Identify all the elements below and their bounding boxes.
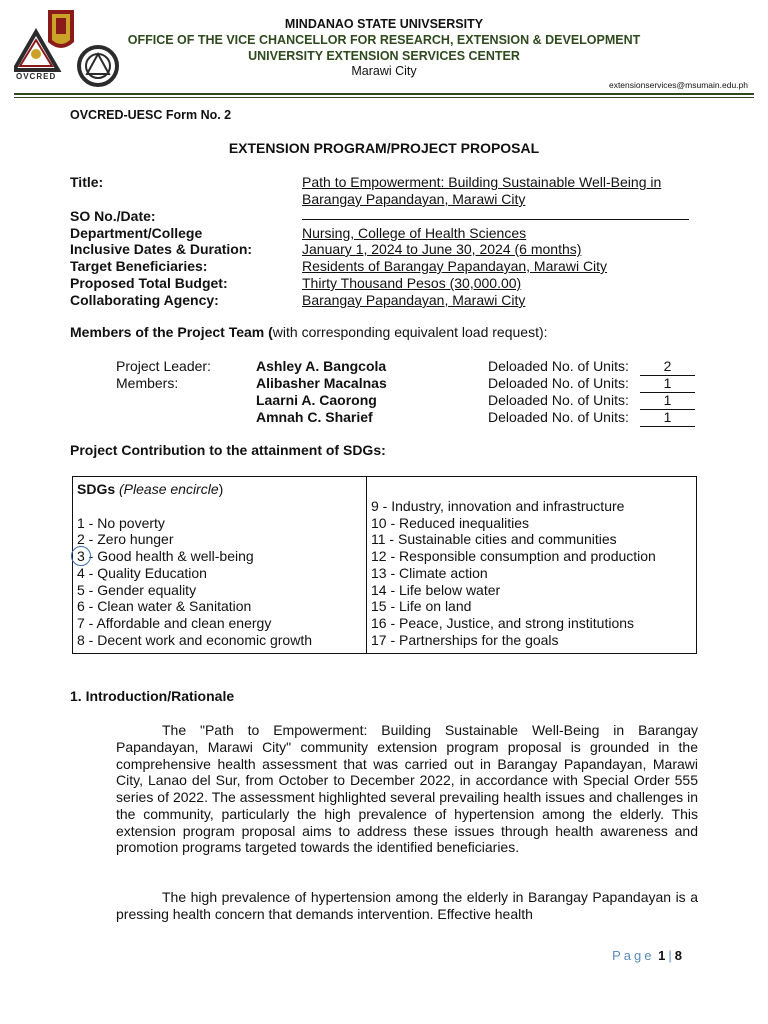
university-name: MINDANAO STATE UNIVSERSITY	[284, 17, 484, 31]
sdg-item[interactable]: 11 - Sustainable cities and communities	[371, 531, 617, 548]
deload-label: Deloaded No. of Units:	[488, 409, 629, 425]
members-role: Members:	[116, 375, 179, 391]
department-label: Department/College	[70, 225, 203, 241]
title-value-line2: Barangay Papandayan, Marawi City	[302, 191, 526, 207]
sdg-spacer	[77, 498, 312, 515]
header-rule	[14, 93, 754, 95]
sdg-table-title	[77, 481, 312, 498]
member-name: Laarni A. Caorong	[256, 392, 377, 408]
dates-label: Inclusive Dates & Duration:	[70, 241, 253, 257]
title-value-line1: Path to Empowerment: Building Sustainable Well-Being in	[302, 174, 662, 190]
units-value: 1	[640, 392, 695, 410]
dates-value: January 1, 2024 to June 30, 2024 (6 months)	[302, 241, 582, 257]
office-name: OFFICE OF THE VICE CHANCELLOR FOR RESEARCH, EXTENSION & DEVELOPMENT	[127, 33, 641, 47]
units-value: 2	[640, 358, 695, 376]
sdg-item[interactable]: 10 - Reduced inequalities	[371, 514, 529, 531]
sdg-item[interactable]: 4 - Quality Education	[77, 564, 207, 581]
page-footer	[612, 948, 682, 963]
form-number: OVCRED-UESC Form No. 2	[70, 108, 232, 122]
title-label: Title:	[70, 174, 104, 190]
header-rule-thin	[14, 97, 754, 98]
so-label: SO No./Date:	[70, 208, 156, 224]
sdg-item[interactable]: 5 - Gender equality	[77, 581, 197, 598]
sdg-item[interactable]: 2 - Zero hunger	[77, 531, 174, 548]
center-name: UNIVERSITY EXTENSION SERVICES CENTER	[248, 49, 520, 63]
sdg-title-bold: SDGs	[77, 481, 116, 497]
city-name: Marawi City	[351, 64, 417, 78]
sdg-spacer	[371, 481, 656, 498]
page-word: Page	[612, 948, 655, 963]
member-name: Alibasher Macalnas	[256, 375, 387, 391]
sdg-item[interactable]: 13 - Climate action	[371, 564, 488, 581]
team-heading-rest: with corresponding equivalent load request):	[272, 324, 548, 340]
deload-label: Deloaded No. of Units:	[488, 392, 629, 408]
sdg-item[interactable]: 9 - Industry, innovation and infrastructure	[371, 497, 625, 514]
sdg-right-column	[371, 481, 656, 649]
sdg-item[interactable]: 8 - Decent work and economic growth	[77, 631, 312, 648]
sdg-item-selected[interactable]: 3 - Good health & well-being	[77, 548, 254, 564]
department-value: Nursing, College of Health Sciences	[302, 225, 527, 241]
units-value: 1	[640, 409, 695, 427]
ovcred-logo-text: OVCRED	[16, 72, 57, 81]
email-address: extensionservices@msumain.edu.ph	[608, 80, 748, 90]
sdg-selection-circle	[71, 546, 91, 566]
units-value: 1	[640, 375, 695, 393]
budget-value: Thirty Thousand Pesos (30,000.00)	[302, 275, 522, 291]
target-label: Target Beneficiaries:	[70, 258, 208, 274]
deload-label: Deloaded No. of Units:	[488, 375, 629, 391]
team-heading	[70, 324, 548, 341]
sdg-left-column	[77, 481, 312, 649]
deload-label: Deloaded No. of Units:	[488, 358, 629, 374]
page-total: 8	[674, 948, 682, 963]
sdg-item[interactable]: 17 - Partnerships for the goals	[371, 631, 559, 648]
page-separator: |	[668, 948, 672, 963]
target-value: Residents of Barangay Papandayan, Marawi City	[302, 258, 608, 274]
paragraph: The high prevalence of hypertension among the elderly in Barangay Papandayan is a pressing health concern that demands intervention. Effective health	[116, 889, 698, 922]
page-number: 1	[658, 948, 666, 963]
paragraph: The "Path to Empowerment: Building Sustainable Well-Being in Barangay Papandayan, Marawi City" community extension program proposal is grounded in the comprehensive health assessment that was carried out in Barangay Papandayan, Marawi City, Lanao del Sur, from October to December 2022, in accordance with Special Order 555 series of 2022. The assessment highlighted several prevailing health issues and challenges in the community, particularly the high prevalence of hypertension among the elderly. This extension program proposal aims to address these issues through health awareness and promotion programs targeted towards the identified beneficiaries.	[116, 722, 698, 856]
sdg-item[interactable]: 12 - Responsible consumption and production	[371, 548, 656, 564]
sdg-item[interactable]: 14 - Life below water	[371, 581, 501, 598]
sdg-item[interactable]: 6 - Clean water & Sanitation	[77, 598, 252, 615]
sdg-heading: Project Contribution to the attainment of SDGs:	[70, 442, 386, 458]
section-heading-introduction: 1. Introduction/Rationale	[70, 688, 235, 704]
budget-label: Proposed Total Budget:	[70, 275, 228, 291]
leader-role: Project Leader:	[116, 358, 211, 374]
sdg-title-note-close: )	[218, 481, 224, 497]
agency-label: Collaborating Agency:	[70, 292, 219, 308]
sdg-title-note: (Please encircle	[119, 481, 219, 497]
agency-value: Barangay Papandayan, Marawi City	[302, 292, 526, 308]
member-name: Ashley A. Bangcola	[256, 358, 387, 374]
sdg-item[interactable]: 15 - Life on land	[371, 598, 472, 615]
sdg-item[interactable]: 1 - No poverty	[77, 514, 165, 531]
so-value-line	[302, 219, 689, 220]
sdg-table-divider	[366, 476, 367, 654]
sdg-item[interactable]: 7 - Affordable and clean energy	[77, 615, 272, 631]
sdg-item[interactable]: 16 - Peace, Justice, and strong institutions	[371, 615, 635, 631]
team-heading-bold: Members of the Project Team (	[70, 324, 273, 340]
member-name: Amnah C. Sharief	[256, 409, 373, 425]
document-title: EXTENSION PROGRAM/PROJECT PROPOSAL	[228, 140, 540, 156]
